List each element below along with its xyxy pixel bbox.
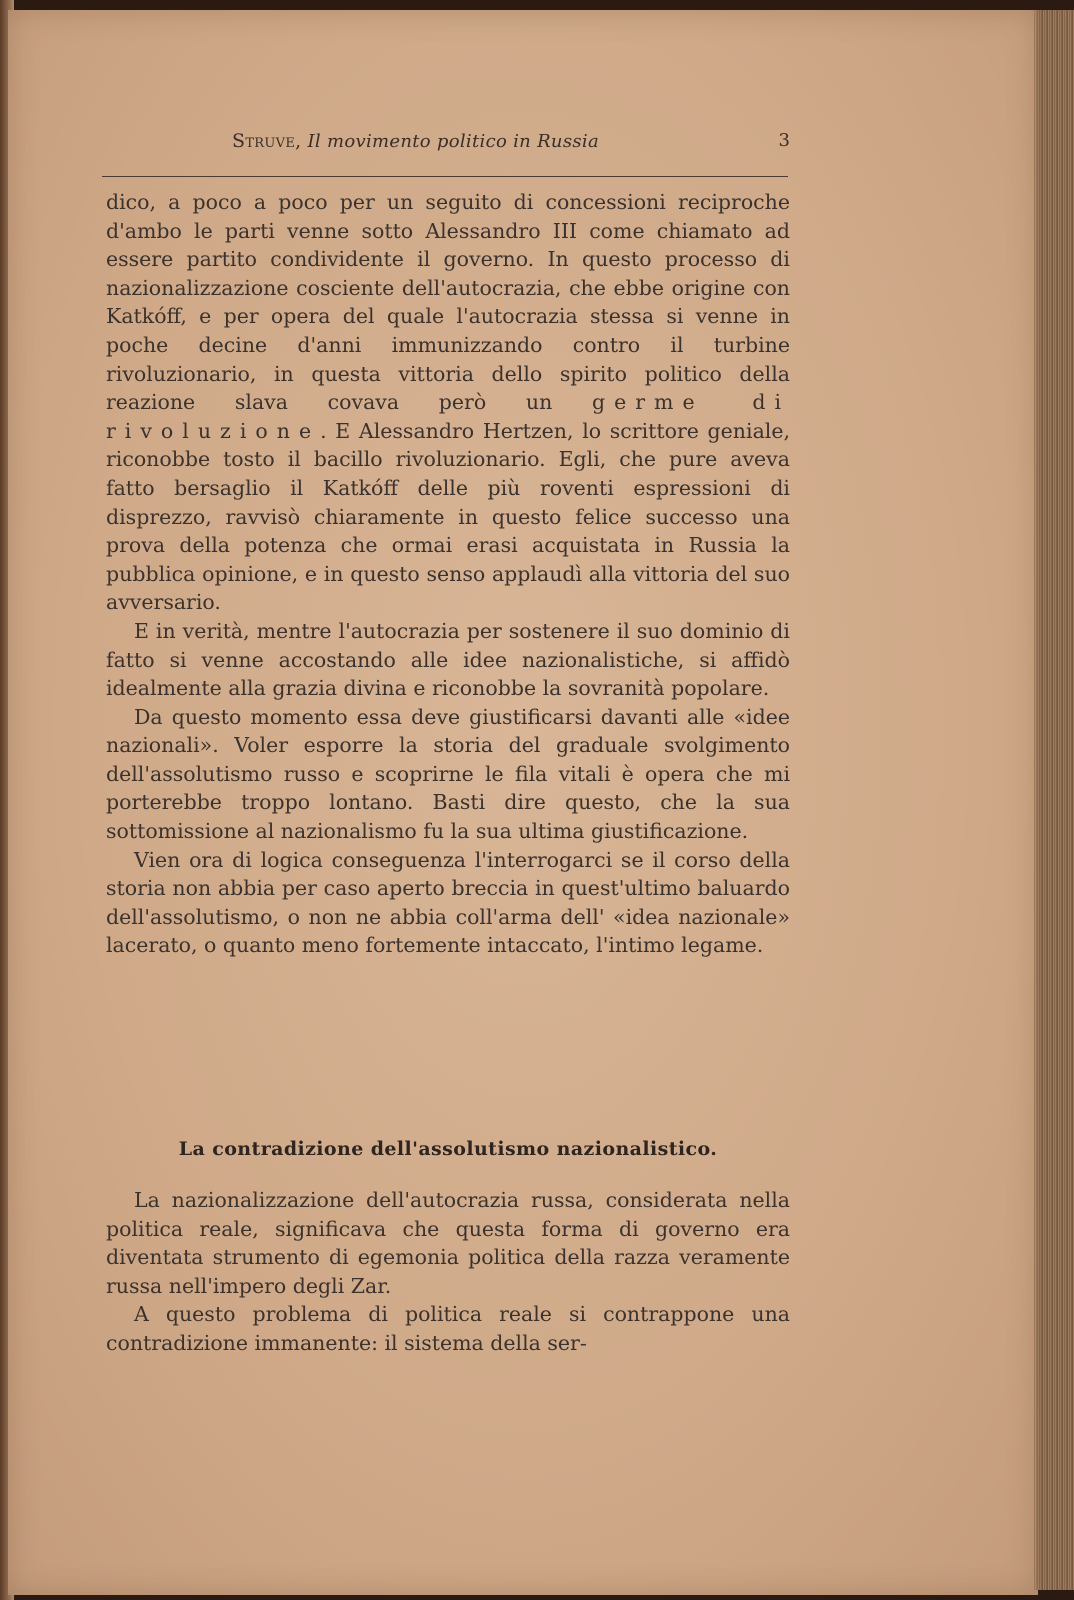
page-number: 3 — [778, 130, 790, 151]
header-author: Struve, — [232, 130, 302, 152]
spaced-emphasis: germe di rivoluzione — [106, 390, 790, 443]
paragraph: Da questo momento essa deve giustificarsi davanti alle «idee nazionali». Voler esporre la storia del graduale svolgimento dell'assolutismo russo e scoprirne le fila vitali è opera che mi porterebbe troppo lontano. Basti dire questo, che la sua sottomissione al nazionalismo fu la sua ultima giustificazione. — [106, 704, 790, 844]
page-edges — [1034, 10, 1074, 1590]
paragraph — [106, 188, 790, 617]
paragraph: A questo problema di politica reale si contrappone una contradizione immanente: il sistema della ser- — [106, 1302, 790, 1355]
paragraph-text: . E Alessandro Hertzen, lo scrittore geniale, riconobbe tosto il bacillo rivoluzionario. Egli, che pure aveva fatto bersaglio il Katkóff delle più roventi espressioni di disprezzo, ravvisò chiaramente in questo felice successo una prova della potenza che ormai erasi acquistata in Russia la pubblica opinione, e in questo senso applaudì alla vittoria del suo avversario. — [106, 418, 790, 615]
header-rule — [102, 176, 788, 177]
section-text — [106, 1186, 790, 1358]
paragraph-text: dico, a poco a poco per un seguito di concessioni reciproche d'ambo le parti venne sotto Alessandro III come chiamato ad essere partito condividente il governo. In questo processo di nazionalizzazione cosciente dell'autocrazia, che ebbe origine con Katkóff, e per opera del quale l'autocrazia stessa si venne in poche decine d'anni immunizzando contro il turbine rivoluzionario, in questa vittoria dello spirito politico della reazione slava covava però un — [106, 190, 790, 415]
paragraph: E in verità, mentre l'autocrazia per sostenere il suo dominio di fatto si venne accostando alle idee nazionalistiche, si affidò idealmente alla grazia divina e riconobbe la sovranità popolare. — [106, 618, 790, 701]
section-heading: La contradizione dell'assolutismo nazionalistico. — [178, 1138, 718, 1160]
main-text — [106, 188, 790, 960]
paragraph: Vien ora di logica conseguenza l'interrogarci se il corso della storia non abbia per caso aperto breccia in quest'ultimo baluardo dell'assolutismo, o non ne abbia coll'arma dell' «idea nazionale» lacerato, o quanto meno fortemente intaccato, l'intimo legame. — [106, 847, 790, 958]
running-header — [106, 130, 790, 164]
paragraph: La nazionalizzazione dell'autocrazia russa, considerata nella politica reale, significava che questa forma di governo era diventata strumento di egemonia politica della razza veramente russa nell'impero degli Zar. — [106, 1188, 790, 1298]
header-work-title: Il movimento politico in Russia — [307, 131, 599, 152]
running-title — [232, 130, 599, 152]
